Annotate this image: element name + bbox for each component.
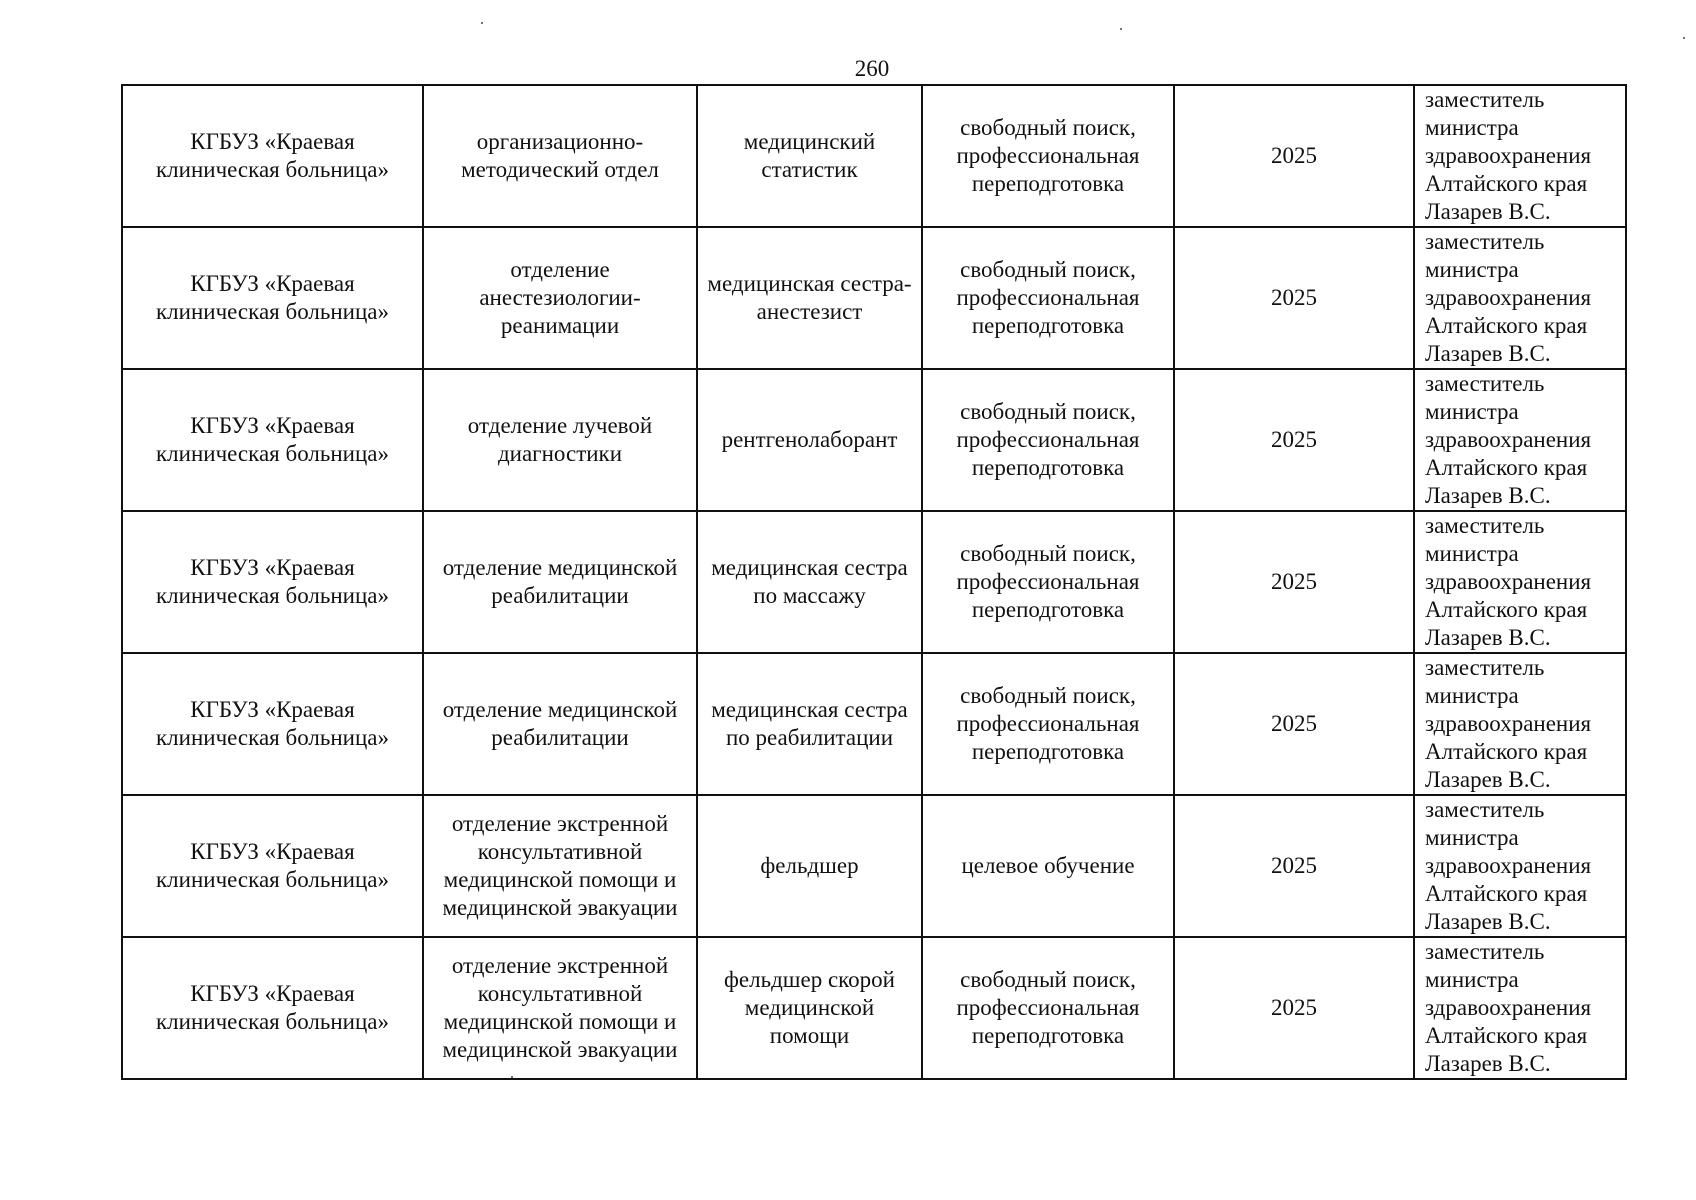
scan-speck [481, 22, 483, 24]
cell-department: отделение экстренной консультативной медицинской помощи и медицинской эвакуации [423, 937, 697, 1079]
cell-year: 2025 [1174, 511, 1414, 653]
table-row [122, 511, 1626, 653]
cell-approver: заместитель министра здравоохранения Алтайского края Лазарев В.С. [1414, 369, 1626, 511]
cell-year: 2025 [1174, 937, 1414, 1079]
cell-approver: заместитель министра здравоохранения Алтайского края Лазарев В.С. [1414, 85, 1626, 227]
cell-method: свободный поиск, профессиональная переподготовка [922, 653, 1174, 795]
cell-organization: КГБУЗ «Краевая клиническая больница» [122, 795, 423, 937]
cell-year: 2025 [1174, 227, 1414, 369]
cell-position: медицинская сестра по реабилитации [697, 653, 922, 795]
cell-department: отделение лучевой диагностики [423, 369, 697, 511]
cell-department: отделение медицинской реабилитации [423, 653, 697, 795]
cell-position: медицинский статистик [697, 85, 922, 227]
cell-position: рентгенолаборант [697, 369, 922, 511]
table-row [122, 795, 1626, 937]
table-row [122, 937, 1626, 1079]
scan-speck [1683, 37, 1685, 39]
cell-organization: КГБУЗ «Краевая клиническая больница» [122, 369, 423, 511]
cell-method: целевое обучение [922, 795, 1174, 937]
cell-position: медицинская сестра-анестезист [697, 227, 922, 369]
cell-approver: заместитель министра здравоохранения Алтайского края Лазарев В.С. [1414, 511, 1626, 653]
cell-department: отделение экстренной консультативной медицинской помощи и медицинской эвакуации [423, 795, 697, 937]
cell-department: организационно-методический отдел [423, 85, 697, 227]
cell-approver: заместитель министра здравоохранения Алтайского края Лазарев В.С. [1414, 227, 1626, 369]
cell-method: свободный поиск, профессиональная переподготовка [922, 227, 1174, 369]
cell-method: свободный поиск, профессиональная переподготовка [922, 369, 1174, 511]
table-row [122, 85, 1626, 227]
table-body [122, 85, 1626, 1079]
cell-year: 2025 [1174, 795, 1414, 937]
cell-position: медицинская сестра по массажу [697, 511, 922, 653]
cell-organization: КГБУЗ «Краевая клиническая больница» [122, 653, 423, 795]
cell-department: отделение медицинской реабилитации [423, 511, 697, 653]
cell-position: фельдшер [697, 795, 922, 937]
cell-approver: заместитель министра здравоохранения Алтайского края Лазарев В.С. [1414, 653, 1626, 795]
scan-speck [511, 1076, 513, 1078]
cell-approver: заместитель министра здравоохранения Алтайского края Лазарев В.С. [1414, 795, 1626, 937]
cell-organization: КГБУЗ «Краевая клиническая больница» [122, 227, 423, 369]
cell-year: 2025 [1174, 85, 1414, 227]
table-row [122, 369, 1626, 511]
cell-year: 2025 [1174, 653, 1414, 795]
cell-method: свободный поиск, профессиональная переподготовка [922, 85, 1174, 227]
cell-method: свободный поиск, профессиональная переподготовка [922, 511, 1174, 653]
cell-organization: КГБУЗ «Краевая клиническая больница» [122, 937, 423, 1079]
cell-year: 2025 [1174, 369, 1414, 511]
table-row [122, 653, 1626, 795]
page-number: 260 [854, 56, 890, 81]
cell-department: отделение анестезиологии-реанимации [423, 227, 697, 369]
scan-speck [1120, 28, 1122, 30]
table-row [122, 227, 1626, 369]
cell-approver: заместитель министра здравоохранения Алтайского края Лазарев В.С. [1414, 937, 1626, 1079]
cell-organization: КГБУЗ «Краевая клиническая больница» [122, 85, 423, 227]
cell-organization: КГБУЗ «Краевая клиническая больница» [122, 511, 423, 653]
cell-method: свободный поиск, профессиональная переподготовка [922, 937, 1174, 1079]
staffing-table [121, 84, 1627, 1080]
cell-position: фельдшер скорой медицинской помощи [697, 937, 922, 1079]
